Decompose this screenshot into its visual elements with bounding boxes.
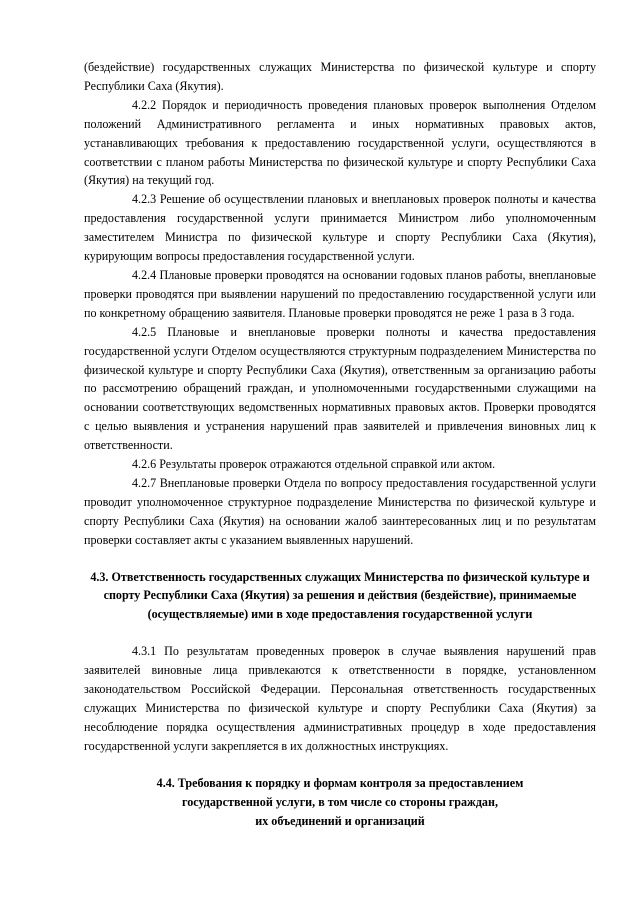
spacer <box>84 550 596 568</box>
heading-4-4-line-3: их объединений и организаций <box>255 813 425 828</box>
heading-4-4-line-2: государственной услуги, в том числе со стороны граждан, <box>182 794 498 809</box>
paragraph-continuation: (бездействие) государственных служащих Министерства по физической культуре и спорту Республики Саха (Якутия). <box>84 60 596 93</box>
paragraph-4-2-3: 4.2.3 Решение об осуществлении плановых и внеплановых проверок полноты и качества предоставления государственной услуги принимается Министром либо уполномоченным заместителем Министра по физической культуре и спорту Республики Саха (Якутия), курирующим вопросы предоставления государственной услуги. <box>84 192 596 264</box>
heading-4-4-line-1: 4.4. Требования к порядку и формам контроля за предоставлением <box>156 775 524 790</box>
paragraph-4-3-1: 4.3.1 По результатам проведенных проверок в случае выявления нарушений прав заявителей виновные лица привлекаются к ответственности в порядке, установленном законодательством Российской Федерации. Персональная ответственность государственных служащих Министерства по физической культуре и спорту Республики Саха (Якутия) за несоблюдение порядка осуществления административных процедур в ходе предоставления государственной услуги закрепляется в их должностных инструкциях. <box>84 644 596 753</box>
paragraph-4-2-6: 4.2.6 Результаты проверок отражаются отдельной справкой или актом. <box>132 457 496 472</box>
spacer <box>84 756 596 774</box>
heading-4-3: 4.3. Ответственность государственных служащих Министерства по физической культуре и спорту Республики Саха (Якутия) за решения и действия (бездействие), принимаемые (осуществляемые) ими в ходе предоставления государственной услуги <box>90 569 590 622</box>
spacer <box>84 624 596 642</box>
paragraph-4-2-4: 4.2.4 Плановые проверки проводятся на основании годовых планов работы, внеплановые проверки проводятся при выявлении нарушений по предоставлению государственной услуги или по конкретному обращению заявителя. Плановые проверки проводятся не реже 1 раза в 3 года. <box>84 267 596 320</box>
document-page <box>84 58 596 830</box>
paragraph-4-2-7: 4.2.7 Внеплановые проверки Отдела по вопросу предоставления государственной услуги проводит уполномоченное структурное подразделение Министерства по физической культуре и спорту Республики Саха (Якутия) на основании жалоб заинтересованных лиц и по результатам проверки составляет акты с указанием выявленных нарушений. <box>84 475 596 547</box>
paragraph-4-2-2: 4.2.2 Порядок и периодичность проведения плановых проверок выполнения Отделом положений Административного регламента и иных нормативных правовых актов, устанавливающих требования к предоставлению государственной услуги, осуществляются в соответствии с планом работы Министерства по физической культуре и спорту Республики Саха (Якутия) на текущий год. <box>84 97 596 188</box>
paragraph-4-2-5: 4.2.5 Плановые и внеплановые проверки полноты и качества предоставления государственной услуги Отделом осуществляются структурным подразделением Министерства по физической культуре и спорту Республики Саха (Якутия), ответственным за организацию работы по рассмотрению обращений граждан, и уполномоченными государственными служащими на основании соответствующих ведомственных нормативных правовых актов. Проверки проводятся с целью выявления и устранения нарушений прав заявителей и привлечения виновных лиц к ответственности. <box>84 324 596 453</box>
